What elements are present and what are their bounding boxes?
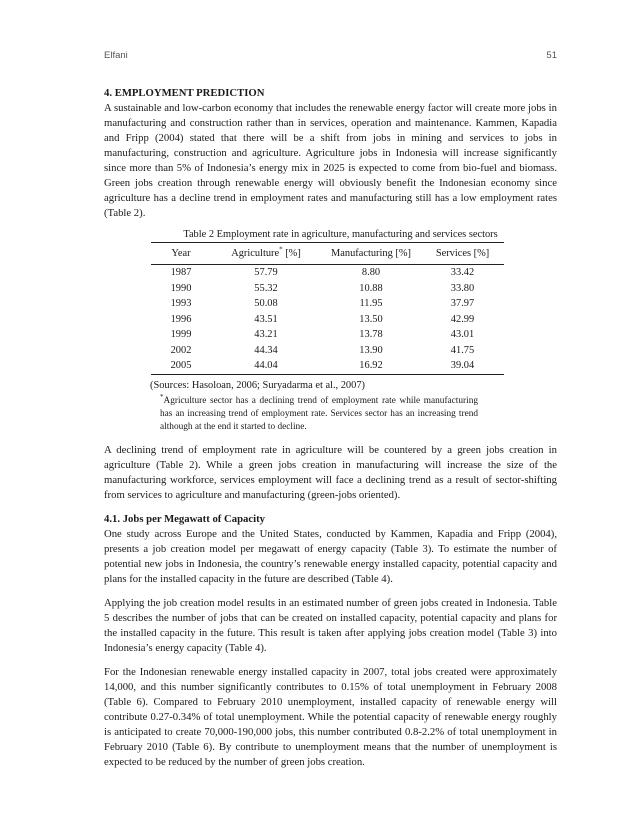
cell-manufacturing: 10.88 [359, 282, 383, 294]
cell-services: 43.01 [450, 329, 475, 340]
body-paragraph: Applying the job creation model results in an estimated number of green jobs created in Indonesia. Table 5 describes the number of jobs that can be created on installed capacity, potential capacity and plans for the installed capacity in the future. This result is taken after applying jobs creation model (Table 3) into Indonesia’s energy capacity (Table 4). [104, 596, 557, 654]
cell-agriculture: 43.51 [254, 313, 278, 325]
subsection-heading: 4.1. Jobs per Megawatt of Capacity [104, 512, 265, 525]
table-row [151, 296, 504, 312]
header-agriculture-unit: [%] [282, 248, 301, 259]
cell-manufacturing: 11.95 [359, 298, 383, 309]
section-heading: 4. EMPLOYMENT PREDICTION [104, 87, 265, 99]
employment-table [151, 242, 504, 375]
cell-year: 2002 [170, 344, 192, 356]
footnote-text: Agriculture sector has a declining trend of employment rate while manufacturing has an increasing trend of employment rate. Services sector has an increasing trend although at the end it started to decline. [160, 395, 478, 432]
cell-agriculture: 55.32 [254, 282, 278, 294]
table-row [151, 265, 504, 281]
cell-year: 1990 [170, 282, 192, 294]
footnote-marker: * [279, 245, 283, 254]
footnote-marker: * [160, 392, 164, 401]
header-services: Services [%] [421, 243, 504, 265]
table-sources: (Sources: Hasoloan, 2006; Suryadarma et al., 2007) [150, 379, 365, 391]
cell-manufacturing: 13.90 [359, 344, 383, 356]
cell-year: 2005 [151, 358, 211, 374]
cell-services: 37.97 [450, 298, 475, 309]
cell-agriculture: 57.79 [254, 267, 278, 278]
cell-agriculture: 50.08 [254, 298, 278, 309]
running-header [104, 50, 557, 64]
cell-year: 1987 [170, 267, 192, 278]
page-number: 51 [546, 50, 557, 61]
cell-agriculture: 44.34 [254, 344, 278, 356]
cell-year: 1996 [170, 313, 192, 325]
cell-services: 39.04 [421, 358, 504, 374]
header-agriculture-label: Agriculture [231, 248, 280, 259]
table-row [151, 358, 504, 374]
cell-manufacturing: 8.80 [361, 267, 381, 278]
section-paragraph: A sustainable and low-carbon economy that includes the renewable energy factor will create more jobs in manufacturing and construction rather than in services, operation and maintenance. Kammen, Kapadia and Fripp (2004) stated that there will be a shift from jobs in mining and services to jobs in manufacturing, construction and agriculture. Agriculture jobs in Indonesia will increase significantly since more than 5% of Indonesia’s energy mix in 2025 is expected to come from bio-fuel and biomass. Green jobs creation through renewable energy will obviously benefit the Indonesian economy since agriculture has a decline trend in employment rates and manufacturing still has a low employment rates (Table 2). [104, 102, 557, 219]
cell-agriculture: 43.21 [254, 329, 278, 340]
table-caption: Table 2 Employment rate in agriculture, manufacturing and services sectors [183, 229, 498, 240]
body-paragraph: A declining trend of employment rate in agriculture will be countered by a green jobs creation in agriculture (Table 2). While a green jobs creation in manufacturing will increase the size of the manufacturing workforce, services employment will face a declining trend as a result of sector-shifting from services to agriculture and manufacturing (green-jobs oriented). [104, 443, 557, 501]
page-body [104, 86, 557, 770]
header-manufacturing: Manufacturing [%] [321, 243, 421, 265]
header-agriculture [211, 243, 321, 265]
cell-year: 1999 [170, 329, 192, 340]
table-row [151, 327, 504, 343]
body-paragraph: One study across Europe and the United States, conducted by Kammen, Kapadia and Fripp (2004), presents a job creation model per megawatt of energy capacity (Table 3). To estimate the number of potential new jobs in Indonesia, the country’s renewable energy installed capacity, potential capacity and plans for the installed capacity in the future are described (Table 4). [104, 527, 557, 585]
cell-services: 41.75 [450, 344, 475, 356]
cell-year: 1993 [170, 298, 192, 309]
cell-agriculture: 44.04 [211, 358, 321, 374]
cell-services: 33.80 [450, 282, 475, 294]
cell-manufacturing: 16.92 [321, 358, 421, 374]
table-row [151, 281, 504, 297]
cell-services: 42.99 [450, 313, 475, 325]
body-paragraph: For the Indonesian renewable energy installed capacity in 2007, total jobs created were approximately 14,000, and this number significantly contributes to 0.15% of total unemployment in February 2008 (Table 6). Compared to February 2010 unemployment, installed capacity of renewable energy will contribute 0.27-0.34% of total unemployment. While the potential capacity of renewable energy roughly is anticipated to create 70,000-190,000 jobs, this number contributed 0.8-2.2% of total unemployment in February 2010 (Table 6). By contribute to unemployment means that the number of unemployment is expected to be reduced by the number of green jobs creation. [104, 665, 557, 768]
header-author: Elfani [104, 50, 128, 61]
table-footnote [160, 392, 478, 434]
table-header-row [151, 243, 504, 265]
table-row [151, 312, 504, 328]
cell-services: 33.42 [450, 267, 475, 278]
table-row [151, 343, 504, 359]
header-year: Year [151, 243, 211, 265]
cell-manufacturing: 13.78 [359, 329, 383, 340]
cell-manufacturing: 13.50 [359, 313, 383, 325]
